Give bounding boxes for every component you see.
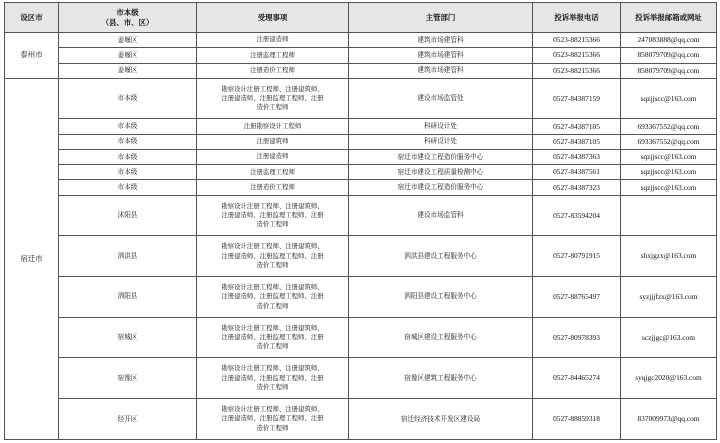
dept-cell: 泗阳县建设工程服务中心 bbox=[349, 277, 533, 318]
mail-cell: sqzjjscc@163.com bbox=[621, 180, 717, 195]
county-cell: 姜堰区 bbox=[59, 63, 197, 78]
tel-cell: 0523-88215366 bbox=[533, 63, 621, 78]
mail-cell: 858079709@qq.com bbox=[621, 63, 717, 78]
mail-cell: syzjjjfzx@163.com bbox=[621, 277, 717, 318]
mail-cell: 693367552@qq.com bbox=[621, 119, 717, 134]
tel-cell: 0523-88215366 bbox=[533, 33, 621, 48]
items-cell: 勘察设计注册工程师、注册建筑师、 注册建造师、注册监理工程师、注册 造价工程师 bbox=[197, 277, 349, 318]
table-row bbox=[5, 48, 717, 63]
tel-cell: 0527-84387105 bbox=[533, 134, 621, 149]
mail-cell bbox=[621, 195, 717, 236]
tel-cell: 0527-88859318 bbox=[533, 399, 621, 440]
items-cell: 注册造价工程师 bbox=[197, 63, 349, 78]
table-row bbox=[5, 78, 717, 119]
dept-cell: 科研设计处 bbox=[349, 134, 533, 149]
tel-cell: 0527-83594204 bbox=[533, 195, 621, 236]
table-row bbox=[5, 119, 717, 134]
county-cell: 市本级 bbox=[59, 180, 197, 195]
items-cell: 注册监理工程师 bbox=[197, 165, 349, 180]
county-cell: 市本级 bbox=[59, 134, 197, 149]
header-tel: 投诉举报电话 bbox=[533, 3, 621, 33]
dept-cell: 宿迁经济技术开发区建设局 bbox=[349, 399, 533, 440]
tel-cell: 0527-84387363 bbox=[533, 149, 621, 164]
table-row bbox=[5, 63, 717, 78]
tel-cell: 0527-84387159 bbox=[533, 78, 621, 119]
items-cell: 勘察设计注册工程师、注册建筑师、 注册建造师、注册监理工程师、注册 造价工程师 bbox=[197, 236, 349, 277]
dept-cell: 建筑市场建管科 bbox=[349, 33, 533, 48]
items-cell: 勘察设计注册工程师、注册建筑师、 注册建造师、注册监理工程师、注册 造价工程师 bbox=[197, 78, 349, 119]
mail-cell: sqzjjscc@163.com bbox=[621, 149, 717, 164]
dept-cell: 泗洪县建设工程服务中心 bbox=[349, 236, 533, 277]
table-row bbox=[5, 236, 717, 277]
dept-cell: 建筑市场建管科 bbox=[349, 63, 533, 78]
tel-cell: 0527-80791915 bbox=[533, 236, 621, 277]
dept-cell: 建设市场监管处 bbox=[349, 78, 533, 119]
mail-cell: sczjjgc@163.com bbox=[621, 317, 717, 358]
county-cell: 泗洪县 bbox=[59, 236, 197, 277]
items-cell: 勘察设计注册工程师、注册建筑师、 注册建造师、注册监理工程师、注册 造价工程师 bbox=[197, 358, 349, 399]
items-cell: 注册勘察设计工程师 bbox=[197, 119, 349, 134]
header-mail: 投诉举报邮箱或网址 bbox=[621, 3, 717, 33]
dept-cell: 宿迁市建设工程造价服务中心 bbox=[349, 149, 533, 164]
dept-cell: 科研设计处 bbox=[349, 119, 533, 134]
items-cell: 勘察设计注册工程师、注册建筑师、 注册建造师、注册监理工程师、注册 造价工程师 bbox=[197, 399, 349, 440]
dept-cell: 宿迁市建设工程质量检测中心 bbox=[349, 165, 533, 180]
tel-cell: 0527-80978393 bbox=[533, 317, 621, 358]
table-row bbox=[5, 149, 717, 164]
county-cell: 市本级 bbox=[59, 149, 197, 164]
items-cell: 勘察设计注册工程师、注册建筑师、 注册建造师、注册监理工程师、注册 造价工程师 bbox=[197, 317, 349, 358]
county-cell: 姜堰区 bbox=[59, 48, 197, 63]
county-cell: 市本级 bbox=[59, 78, 197, 119]
header-city: 设区市 bbox=[5, 3, 59, 33]
table-row bbox=[5, 33, 717, 48]
items-cell: 注册造价工程师 bbox=[197, 180, 349, 195]
dept-cell: 宿城区建设工程服务中心 bbox=[349, 317, 533, 358]
mail-cell: shxjgzx@163.com bbox=[621, 236, 717, 277]
city-cell: 宿迁市 bbox=[5, 78, 59, 439]
header-row bbox=[5, 3, 717, 33]
tel-cell: 0527-84387323 bbox=[533, 180, 621, 195]
items-cell: 勘察设计注册工程师、注册建筑师、 注册建造师、注册监理工程师、注册 造价工程师 bbox=[197, 195, 349, 236]
header-dept: 主管部门 bbox=[349, 3, 533, 33]
table-row bbox=[5, 277, 717, 318]
table-row bbox=[5, 165, 717, 180]
table-row bbox=[5, 399, 717, 440]
dept-cell: 宿迁市建设工程造价服务中心 bbox=[349, 180, 533, 195]
county-cell: 宿城区 bbox=[59, 317, 197, 358]
table-row bbox=[5, 134, 717, 149]
items-cell: 注册建造师 bbox=[197, 149, 349, 164]
mail-cell: sqzjjscc@163.com bbox=[621, 78, 717, 119]
table-row bbox=[5, 317, 717, 358]
header-county: 市本级 （县、市、区） bbox=[59, 3, 197, 33]
items-cell: 注册监理工程师 bbox=[197, 48, 349, 63]
mail-cell: 858079709@qq.com bbox=[621, 48, 717, 63]
county-cell: 市本级 bbox=[59, 119, 197, 134]
mail-cell: 837009973@qq.com bbox=[621, 399, 717, 440]
mail-cell: sqzjjscc@163.com bbox=[621, 165, 717, 180]
city-cell: 泰州市 bbox=[5, 33, 59, 79]
items-cell: 注册建造师 bbox=[197, 33, 349, 48]
items-cell: 注册建筑师 bbox=[197, 134, 349, 149]
county-cell: 宿豫区 bbox=[59, 358, 197, 399]
dept-cell: 建设市场监管科 bbox=[349, 195, 533, 236]
header-items: 受理事项 bbox=[197, 3, 349, 33]
county-cell: 经开区 bbox=[59, 399, 197, 440]
county-cell: 市本级 bbox=[59, 165, 197, 180]
tel-cell: 0523-88215366 bbox=[533, 48, 621, 63]
table-row bbox=[5, 358, 717, 399]
mail-cell: syqjgc2020@163.com bbox=[621, 358, 717, 399]
table-row bbox=[5, 195, 717, 236]
tel-cell: 0527-84387561 bbox=[533, 165, 621, 180]
tel-cell: 0527-84465274 bbox=[533, 358, 621, 399]
table-row bbox=[5, 180, 717, 195]
dept-cell: 宿豫区建筑工程服务中心 bbox=[349, 358, 533, 399]
county-cell: 沭阳县 bbox=[59, 195, 197, 236]
mail-cell: 693367552@qq.com bbox=[621, 134, 717, 149]
dept-cell: 建筑市场建管科 bbox=[349, 48, 533, 63]
county-cell: 泗阳县 bbox=[59, 277, 197, 318]
table-body bbox=[5, 33, 717, 440]
mail-cell: 247083888@qq.com bbox=[621, 33, 717, 48]
county-cell: 姜堰区 bbox=[59, 33, 197, 48]
tel-cell: 0527-84387105 bbox=[533, 119, 621, 134]
tel-cell: 0527-88765497 bbox=[533, 277, 621, 318]
complaint-contact-table bbox=[4, 2, 717, 440]
